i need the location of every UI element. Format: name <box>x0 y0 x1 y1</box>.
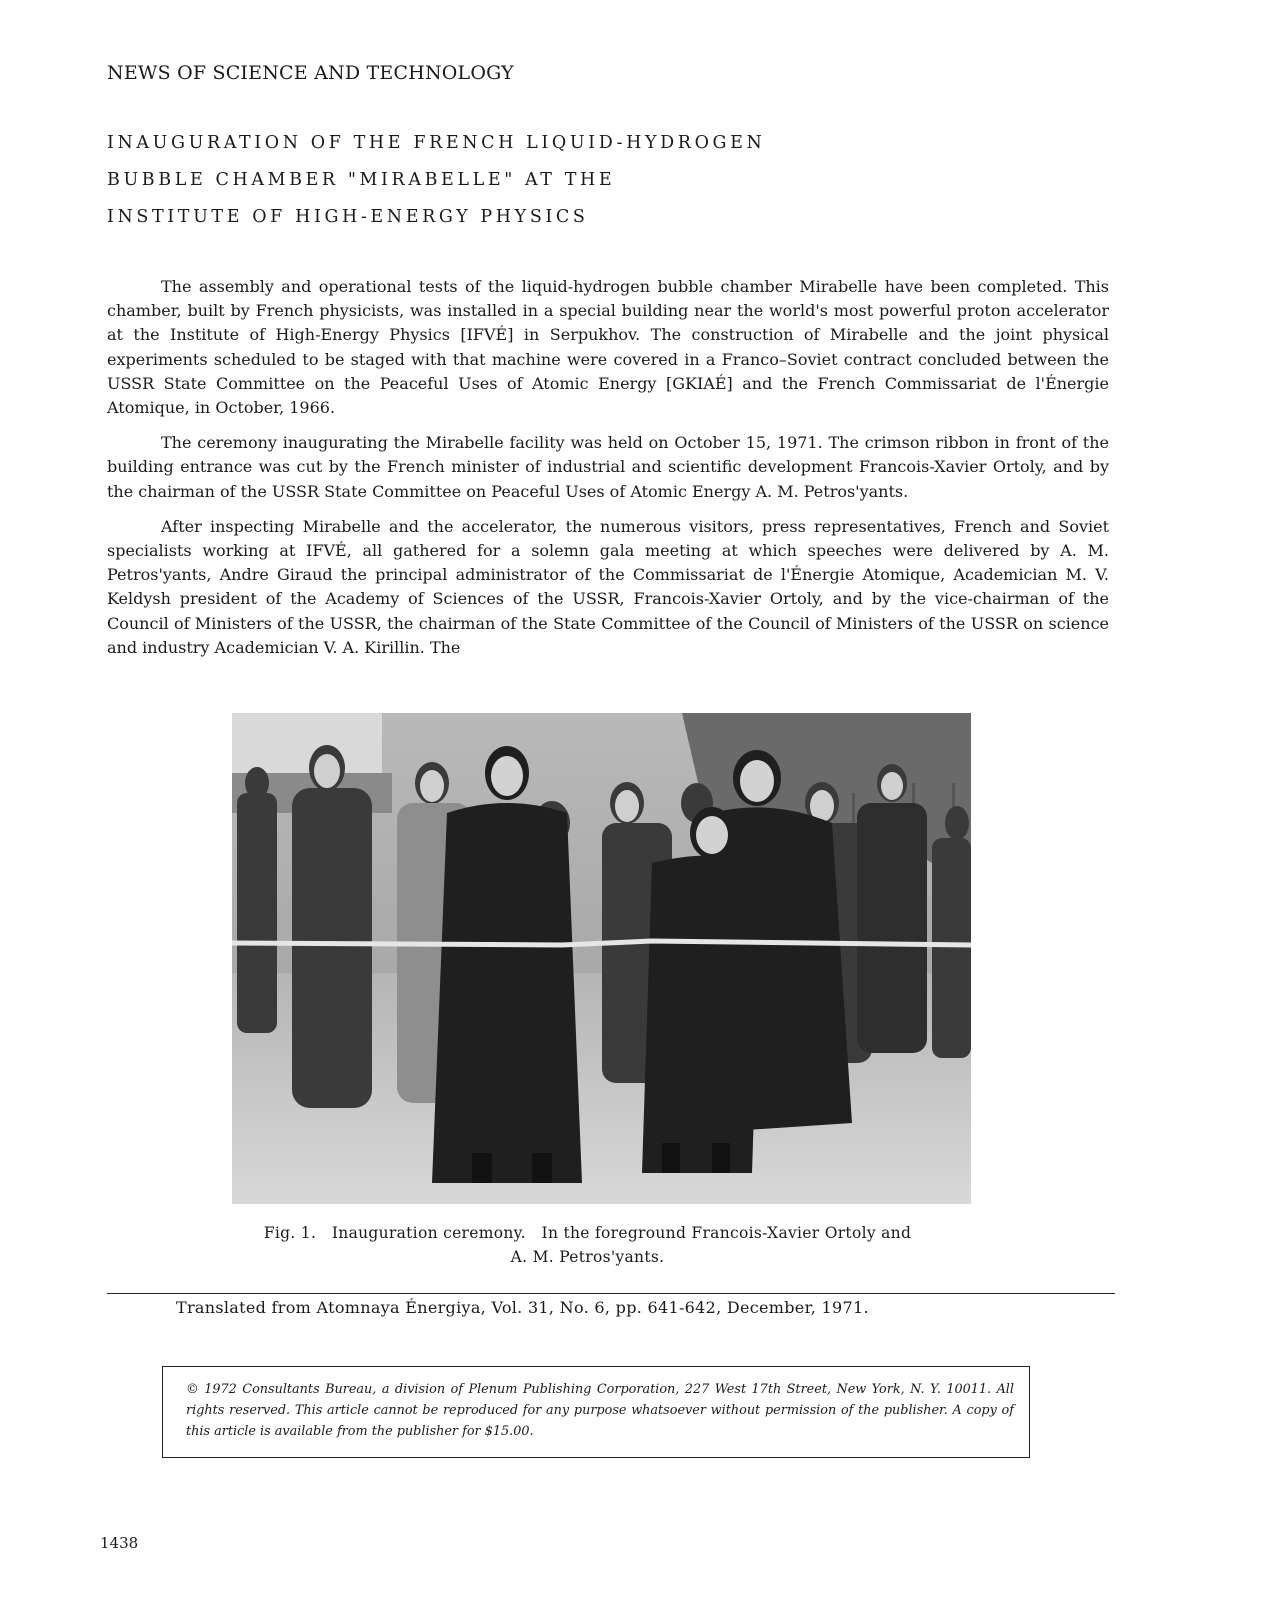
page-number: 1438 <box>100 1534 139 1552</box>
article-title-line-2: BUBBLE CHAMBER "MIRABELLE" AT THE <box>107 170 616 190</box>
paragraph-3: After inspecting Mirabelle and the accelerator, the numerous visitors, press representatives, French and Soviet specialists working at IFVÉ, all gathered for a solemn gala meeting at which speeches were delivered by A. M. Petros'yants, Andre Giraud the principal administrator of the Commissariat de l'Énergie Atomique, Academician M. V. Keldysh president of the Academy of Sciences of the USSR, Francois-Xavier Ortoly, and by the vice-chairman of the Council of Ministers of the USSR, the chairman of the State Committee of the Council of Ministers of the USSR on science and industry Academician V. A. Kirillin. The <box>107 516 1109 657</box>
translation-source-note: Translated from Atomnaya Énergiya, Vol. 31, No. 6, pp. 641-642, December, 1971. <box>176 1298 869 1317</box>
section-heading: NEWS OF SCIENCE AND TECHNOLOGY <box>107 62 514 84</box>
paragraph-2: The ceremony inaugurating the Mirabelle facility was held on October 15, 1971. The crimson ribbon in front of the building entrance was cut by the French minister of industrial and scientific development Francois-Xavier Ortoly, and by the chairman of the USSR State Committee on Peaceful Uses of Atomic Energy A. M. Petros'yants. <box>107 433 1109 501</box>
article-title-line-1: INAUGURATION OF THE FRENCH LIQUID-HYDROGEN <box>107 133 766 153</box>
article-title-line-3: INSTITUTE OF HIGH-ENERGY PHYSICS <box>107 207 589 227</box>
footer-divider <box>107 1293 1115 1294</box>
figure-caption-line-2: A. M. Petros'yants. <box>510 1248 665 1266</box>
figure-caption <box>180 1221 995 1269</box>
figure-caption-line-1: Fig. 1. Inauguration ceremony. In the foreground Francois-Xavier Ortoly and <box>263 1224 912 1242</box>
ceremony-photo <box>232 713 971 1204</box>
paragraph-1: The assembly and operational tests of the liquid-hydrogen bubble chamber Mirabelle have been completed. This chamber, built by French physicists, was installed in a special building near the world's most powerful proton accelerator at the Institute of High-Energy Physics [IFVÉ] in Serpukhov. The construction of Mirabelle and the joint physical experiments scheduled to be staged with that machine were covered in a Franco–Soviet contract concluded between the USSR State Committee on the Peaceful Uses of Atomic Energy [GKIAÉ] and the French Commissariat de l'Énergie Atomique, in October, 1966. <box>107 277 1109 418</box>
article-body <box>107 275 1109 671</box>
copyright-notice: © 1972 Consultants Bureau, a division of Plenum Publishing Corporation, 227 West 17th Street, New York, N. Y. 10011. All rights reserved. This article cannot be reproduced for any purpose whatsoever without permission of the publisher. A copy of this article is available from the publisher for $15.00. <box>186 1382 1014 1439</box>
